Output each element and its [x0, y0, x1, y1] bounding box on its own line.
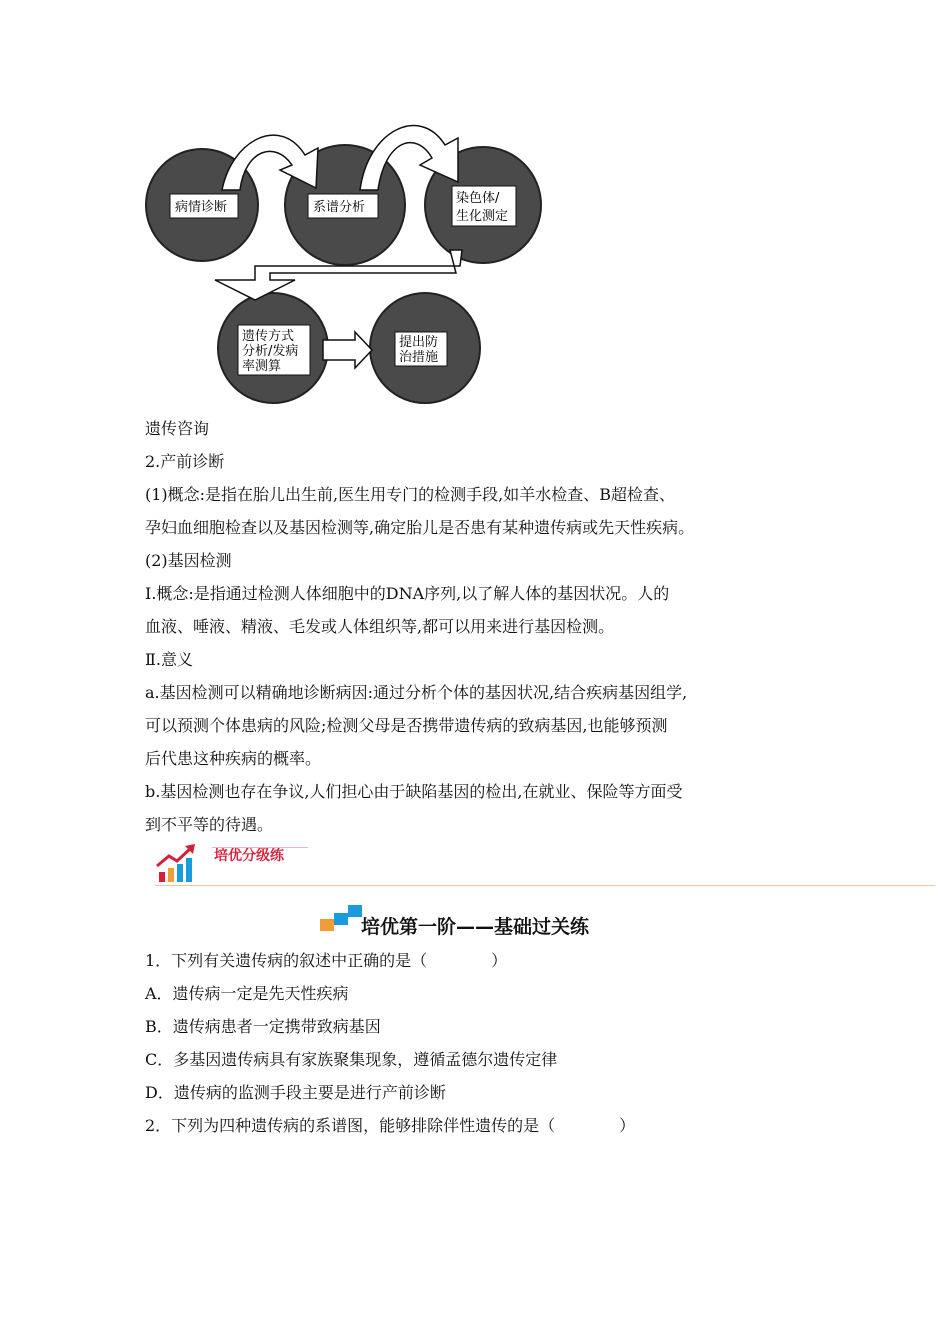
- question-2: 2．下列为四种遗传病的系谱图，能够排除伴性遗传的是（ ）: [145, 1116, 636, 1135]
- section-divider: [155, 885, 935, 886]
- node-inheritance-label-2: 分析/发病: [242, 344, 299, 359]
- node-diagnosis-label: 病情诊断: [175, 200, 228, 215]
- question-1-option-a: A．遗传病一定是先天性疾病: [145, 984, 349, 1003]
- question-1-option-c: C．多基因遗传病具有家族聚集现象，遵循孟德尔遗传定律: [145, 1050, 558, 1069]
- paragraph-b-line1: b.基因检测也存在争议,人们担心由于缺陷基因的检出,在就业、保险等方面受: [145, 782, 683, 801]
- node-chromosome-label-2: 生化测定: [456, 209, 509, 224]
- heading-prenatal-diagnosis: 2.产前诊断: [145, 452, 225, 471]
- paragraph-concept-line2: 孕妇血细胞检查以及基因检测等,确定胎儿是否患有某种遗传病或先天性疾病。: [145, 518, 695, 537]
- paragraph-a-line3: 后代患这种疾病的概率。: [145, 749, 322, 768]
- heading-gene-testing: (2)基因检测: [145, 551, 232, 570]
- question-1-option-b: B．遗传病患者一定携带致病基因: [145, 1017, 381, 1036]
- genetic-counseling-flow-diagram: [140, 110, 560, 410]
- banner-underline: [212, 847, 308, 848]
- question-1: 1．下列有关遗传病的叙述中正确的是（ ）: [145, 951, 508, 970]
- diagram-caption: 遗传咨询: [145, 419, 210, 438]
- curved-arrow-1: [222, 135, 318, 190]
- paragraph-a-line2: 可以预测个体患病的风险;检测父母是否携带遗传病的致病基因,也能够预测: [145, 716, 668, 735]
- straight-arrow: [323, 332, 372, 368]
- heading-significance: Ⅱ.意义: [145, 650, 193, 669]
- node-pedigree-label: 系谱分析: [313, 200, 366, 215]
- node-prevention-label-2: 治措施: [399, 350, 439, 365]
- growth-chart-icon: [155, 842, 203, 884]
- paragraph-concept-line1: (1)概念:是指在胎儿出生前,医生用专门的检测手段,如羊水检查、B超检查、: [145, 485, 675, 504]
- node-inheritance-label-3: 率测算: [242, 359, 282, 374]
- banner-title: 培优分级练: [214, 848, 284, 864]
- node-inheritance-label-1: 遗传方式: [242, 329, 295, 344]
- paragraph-b-line2: 到不平等的待遇。: [145, 815, 274, 834]
- paragraph-gene-concept-line2: 血液、唾液、精液、毛发或人体组织等,都可以用来进行基因检测。: [145, 617, 615, 636]
- paragraph-gene-concept-line1: Ⅰ.概念:是指通过检测人体细胞中的DNA序列,以了解人体的基因状况。人的: [145, 584, 670, 603]
- node-chromosome-label-1: 染色体/: [456, 191, 500, 206]
- section-title: 培优第一阶——基础过关练: [360, 916, 589, 938]
- node-prevention-label-1: 提出防: [399, 335, 439, 350]
- question-1-option-d: D．遗传病的监测手段主要是进行产前诊断: [145, 1083, 446, 1102]
- paragraph-a-line1: a.基因检测可以精确地诊断病因:通过分析个体的基因状况,结合疾病基因组学,: [145, 683, 688, 702]
